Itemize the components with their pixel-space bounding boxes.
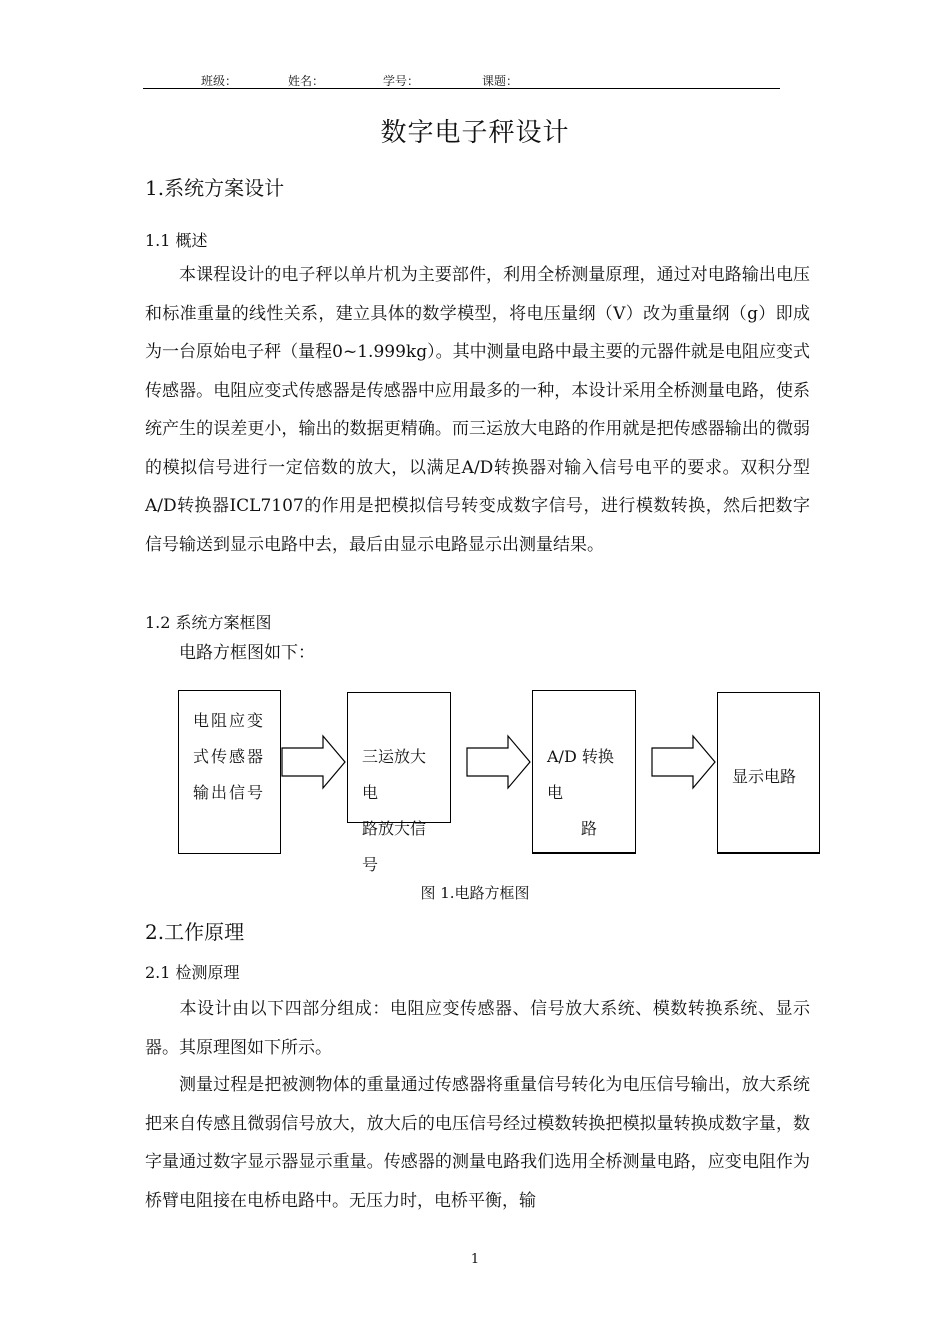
principle-text-2: 测量过程是把被测物体的重量通过传感器将重量信号转化为电压信号输出，放大系统把来自传感且微弱信号放大，放大后的电压信号经过模数转换把模拟量转换成数字量，数字量通过数字显示器显示重量。传感器的测量电路我们选用全桥测量电路，应变电阻作为桥臂电阻接在电桥电路中。无压力时，电桥平衡，输 [145,1075,810,1211]
sensor-block [178,690,281,854]
figure-caption: 图 1.电路方框图 [420,884,530,902]
sensor-block-line1: 电阻应变 [193,711,266,730]
section-1-2-heading: 1.2 系统方案框图 [145,613,272,632]
amplifier-block [347,692,451,874]
principle-text-1: 本设计由以下四部分组成：电阻应变传感器、信号放大系统、模数转换系统、显示器。其原理图如下所示。 [145,999,810,1058]
diagram-intro [145,634,810,673]
diagram-intro-text: 电路方框图如下： [179,643,315,663]
overview-paragraph [145,256,810,564]
amplifier-block-line2: 路放大信号 [362,819,427,874]
header-id-label: 学号： [383,74,420,88]
principle-paragraph-1 [145,990,810,1067]
adc-block [532,690,636,854]
overview-text: 本课程设计的电子秤以单片机为主要部件，利用全桥测量原理，通过对电路输出电压和标准重量的线性关系，建立具体的数学模型，将电压量纲（V）改为重量纲（g）即成为一台原始电子秤（量程0~1.999kg）。其中测量电路中最主要的元器件就是电阻应变式传感器。电阻应变式传感器是传感器中应用最多的一种，本设计采用全桥测量电路，使系统产生的误差更小，输出的数据更精确。而三运放大电路的作用就是把传感器输出的微弱的模拟信号进行一定倍数的放大，以满足A/D转换器对输入信号电平的要求。双积分型A/D转换器ICL7107的作用是把模拟信号转变成数字信号，进行模数转换，然后把数字信号输送到显示电路中去，最后由显示电路显示出测量结果。 [145,265,810,555]
arrow-icon [651,734,717,790]
header-class-label: 班级： [201,74,238,88]
adc-block-line2: 路 [581,819,598,838]
section-1-1-heading: 1.1 概述 [145,231,208,250]
section-2-1-heading: 2.1 检测原理 [145,963,240,982]
block-diagram [178,690,820,874]
page-header [143,72,780,89]
header-name-label: 姓名： [288,74,325,88]
display-block-line1: 显示电路 [732,767,797,786]
header-topic-label: 课题： [482,74,519,88]
sensor-block-line3: 输出信号 [193,783,266,802]
amplifier-block-line1: 三运放大电 [362,747,427,802]
principle-paragraph-2 [145,1066,810,1220]
arrow-icon [466,734,532,790]
arrow-icon [281,734,347,790]
section-2-heading: 2.工作原理 [145,920,245,944]
document-title: 数字电子秤设计 [380,118,570,148]
adc-block-line1: A/D 转换电 [547,747,614,802]
page-number: 1 [470,1252,480,1267]
display-block [717,692,820,854]
section-1-heading: 1.系统方案设计 [145,176,285,200]
sensor-block-line2: 式传感器 [193,747,266,766]
